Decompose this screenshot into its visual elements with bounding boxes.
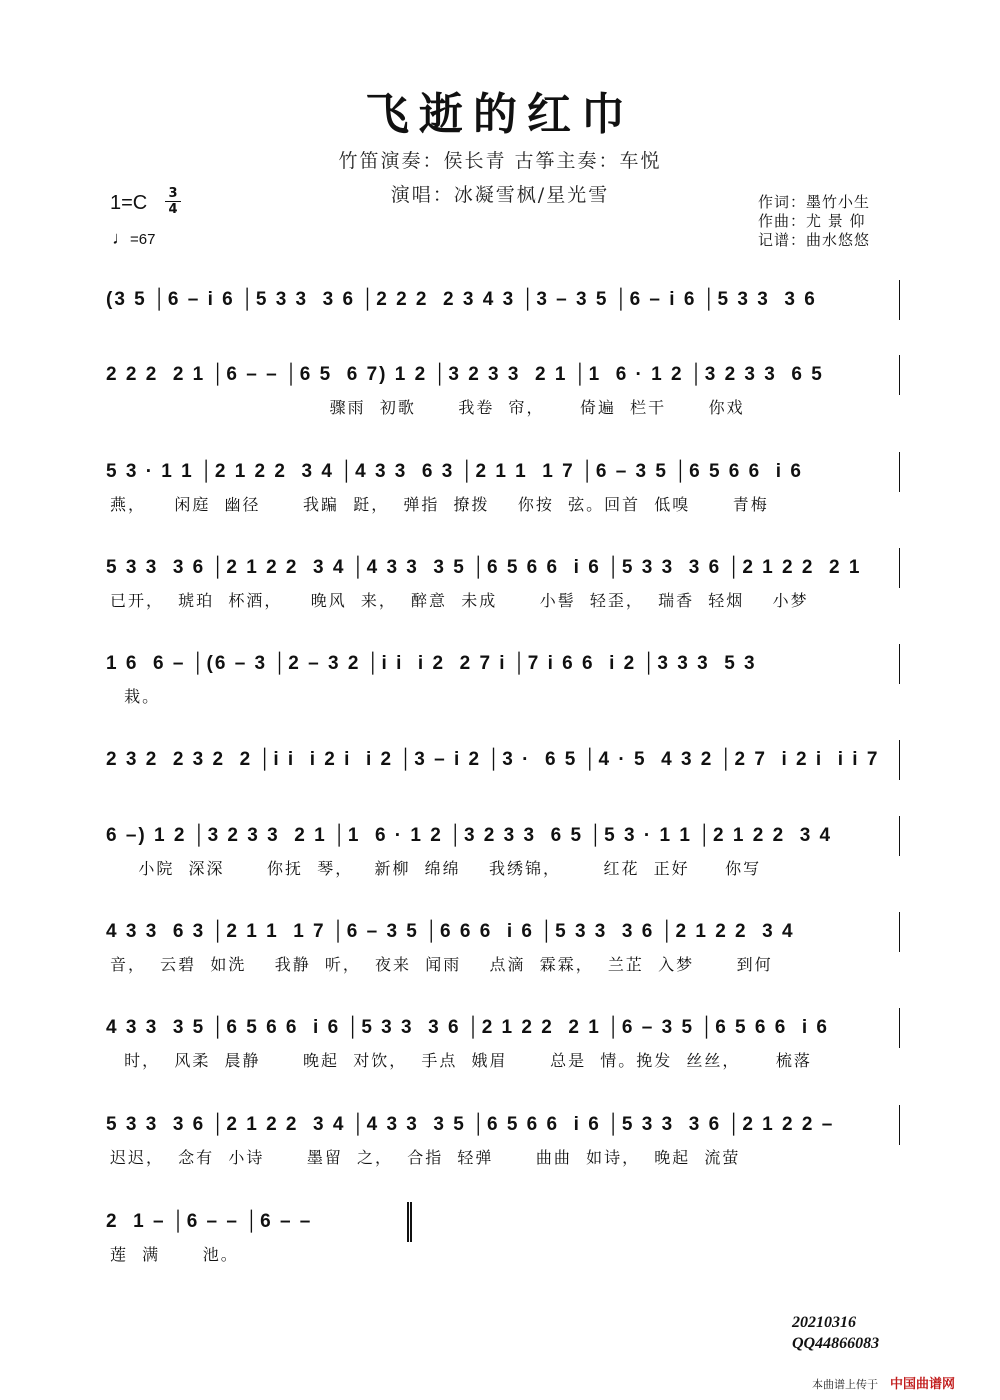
- lyrics-row: [100, 320, 900, 346]
- notation-row: 2 2 2 2 1 │6 – – │6 5 6 7) 1 2 │3 2 3 3 2 1 │1 6 · 1 2 │3 2 3 3 6 5: [100, 355, 900, 395]
- transcriber-credit: 记谱：曲水悠悠: [758, 231, 871, 249]
- key-signature: 1=C: [110, 192, 148, 214]
- lyrics-row: 栽。: [110, 687, 161, 706]
- music-line-6: [100, 740, 900, 806]
- notation-row: 1 6 6 – │(6 – 3 │2 – 3 2 │i i i 2 2 7 i │7 i 6 6 i 2 │3 3 3 5 3: [100, 644, 900, 684]
- date-text: 20210316: [792, 1314, 856, 1331]
- upload-note: 本曲谱上传于: [812, 1378, 878, 1391]
- vocals-line: 演唱：冰凝雪枫/星光雪: [390, 184, 610, 206]
- notation-row: 2 3 2 2 3 2 2 │i i i 2 i i 2 │3 – i 2 │3 · 6 5 │4 · 5 4 3 2 │2 7 i 2 i i i 7: [100, 740, 900, 780]
- performers-line: 竹笛演奏：侯长青 古筝主奏：车悦: [338, 150, 662, 172]
- tempo-marking: [112, 228, 155, 249]
- lyricist-credit: 作词：墨竹小生: [758, 193, 871, 211]
- music-line-2: [100, 355, 900, 421]
- lyrics-row: 小院 深深 你抚 琴， 新柳 绵绵 我绣锦， 红花 正好 你写: [110, 859, 762, 878]
- song-title: 飞逝的红巾: [365, 89, 635, 140]
- time-signature-bottom: 4: [165, 201, 181, 217]
- tempo-value: =67: [130, 231, 156, 248]
- date-stamp: [792, 1312, 879, 1354]
- notation-row: 5 3 3 3 6 │2 1 2 2 3 4 │4 3 3 3 5 │6 5 6 6 i 6 │5 3 3 3 6 │2 1 2 2 2 1: [100, 548, 900, 588]
- notation-row: 6 –) 1 2 │3 2 3 3 2 1 │1 6 · 1 2 │3 2 3 3 6 5 │5 3 · 1 1 │2 1 2 2 3 4: [100, 816, 900, 856]
- lyrics-row: 已开， 琥珀 杯酒， 晚风 来， 醉意 未成 小髻 轻歪， 瑞香 轻烟 小梦: [110, 591, 809, 610]
- time-signature-top: 3: [168, 186, 178, 201]
- music-line-9: [100, 1008, 900, 1074]
- notation-row: 5 3 3 3 6 │2 1 2 2 3 4 │4 3 3 3 5 │6 5 6 6 i 6 │5 3 3 3 6 │2 1 2 2 –: [100, 1105, 900, 1145]
- lyrics-row: 骤雨 初歌 我卷 帘， 倚遍 栏干 你戏: [110, 398, 745, 417]
- lyrics-row: 燕， 闲庭 幽径 我蹁 跹， 弹指 撩拨 你按 弦。回首 低嗅 青梅: [110, 495, 769, 514]
- lyrics-row: 莲 满 池。: [110, 1245, 239, 1264]
- lyrics-row: 迟迟， 念有 小诗 墨留 之， 合指 轻弹 曲曲 如诗， 晚起 流萤: [110, 1148, 741, 1167]
- notation-row: 4 3 3 6 3 │2 1 1 1 7 │6 – 3 5 │6 6 6 i 6 │5 3 3 3 6 │2 1 2 2 3 4: [100, 912, 900, 952]
- music-line-7: [100, 816, 900, 882]
- notation-row: (3 5 │6 – i 6 │5 3 3 3 6 │2 2 2 2 3 4 3 │3 – 3 5 │6 – i 6 │5 3 3 3 6: [100, 280, 900, 320]
- music-line-5: [100, 644, 900, 710]
- music-line-1: [100, 280, 900, 346]
- quarter-note-icon: ♩: [112, 228, 130, 248]
- music-line-10: [100, 1105, 900, 1171]
- lyrics-row: [100, 780, 900, 806]
- qq-text: QQ44866083: [792, 1335, 880, 1352]
- music-line-3: [100, 452, 900, 518]
- site-logo: 中国曲谱网: [890, 1377, 956, 1392]
- notation-row: 5 3 · 1 1 │2 1 2 2 3 4 │4 3 3 6 3 │2 1 1 1 7 │6 – 3 5 │6 5 6 6 i 6: [100, 452, 900, 492]
- credits-block: [758, 193, 870, 250]
- lyrics-row: 音， 云碧 如洗 我静 听， 夜来 闻雨 点滴 霖霖， 兰芷 入梦 到何: [110, 955, 773, 974]
- time-signature: [165, 186, 181, 217]
- notation-row: 4 3 3 3 5 │6 5 6 6 i 6 │5 3 3 3 6 │2 1 2 2 2 1 │6 – 3 5 │6 5 6 6 i 6: [100, 1008, 900, 1048]
- music-line-4: [100, 548, 900, 614]
- composer-credit: 作曲：尤 景 仰: [758, 212, 866, 230]
- notation-row-final: 2 1 – │6 – – │6 – –: [100, 1202, 412, 1242]
- lyrics-row: 时， 风柔 晨静 晚起 对饮， 手点 娥眉 总是 情。挽发 丝丝， 梳落: [110, 1051, 812, 1070]
- music-line-11: [100, 1202, 900, 1268]
- music-line-8: [100, 912, 900, 978]
